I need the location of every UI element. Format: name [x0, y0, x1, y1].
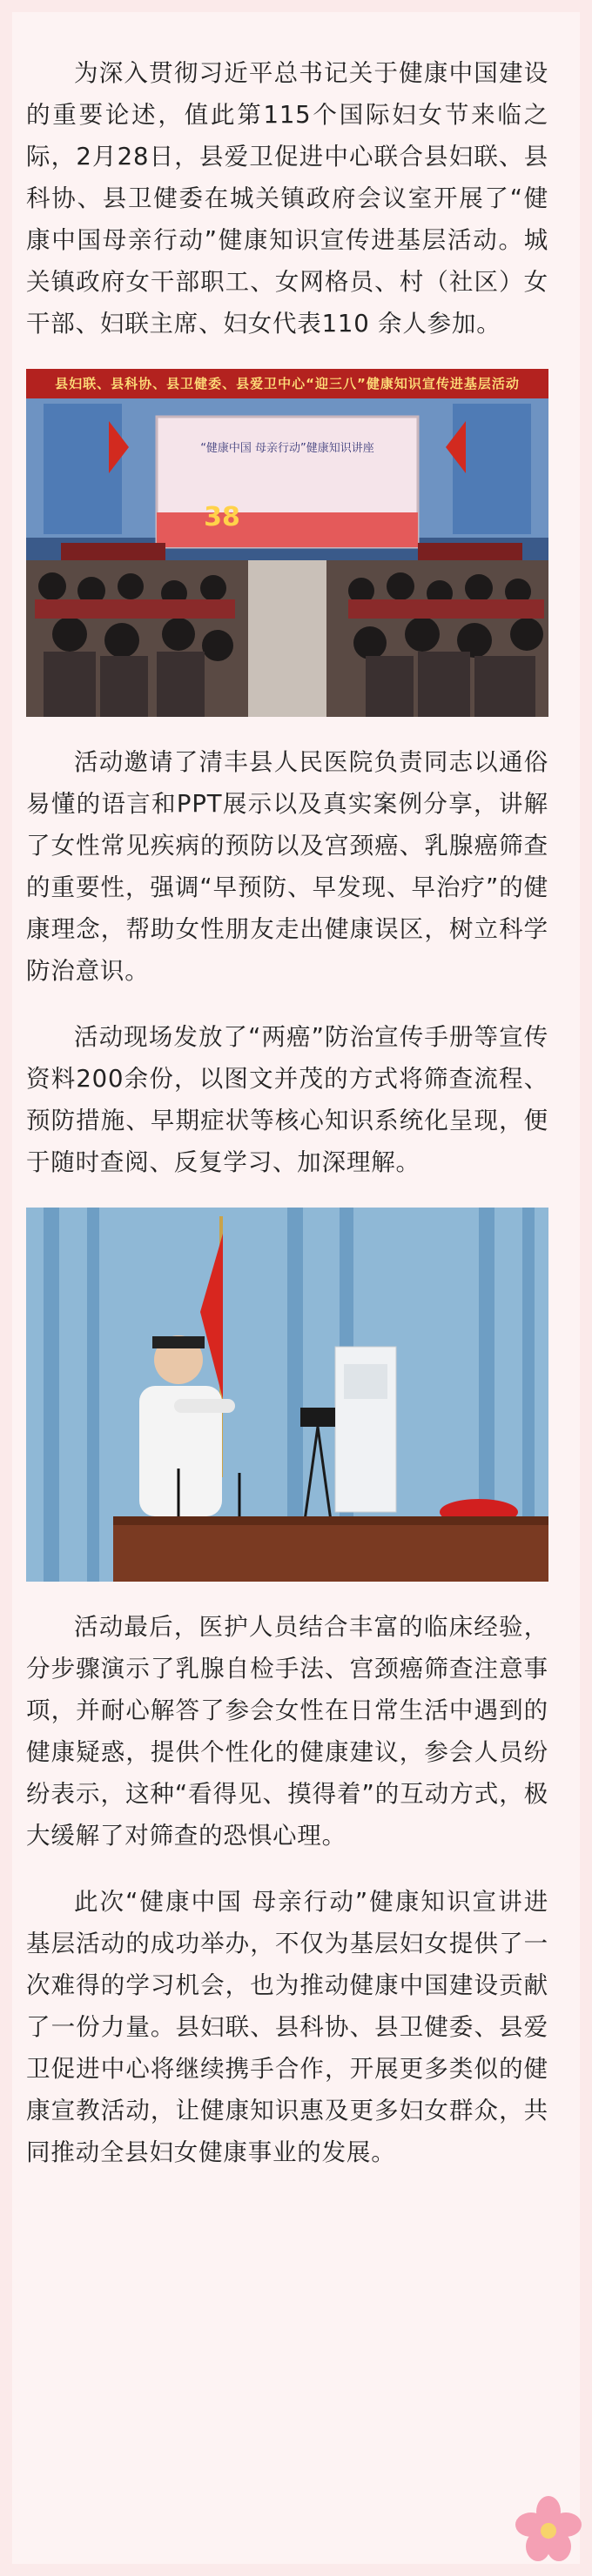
- paragraph-lecture: 活动邀请了清丰县人民医院负责同志以通俗易懂的语言和PPT展示以及真实案例分享，讲解了女性常见疾病的预防以及宫颈癌、乳腺癌筛查的重要性，强调“早预防、早发现、早治疗”的健康理念，帮助女性朋友走出健康误区，树立科学防治意识。: [26, 748, 548, 985]
- paragraph-materials: 活动现场发放了“两癌”防治宣传手册等宣传资料200余份，以图文并茂的方式将筛查流程、预防措施、早期症状等核心知识系统化呈现，便于随时查阅、反复学习、加深理解。: [26, 1023, 548, 1176]
- lecture-hall-photo: [26, 369, 548, 717]
- event-banner: 县妇联、县科协、县卫健委、县爱卫中心“迎三八”健康知识宣传进基层活动: [26, 369, 548, 398]
- lecture-hall-illustration: [26, 369, 548, 717]
- screen-number: 38: [204, 502, 240, 532]
- screen-title: “健康中国 母亲行动”健康知识讲座: [200, 442, 374, 455]
- speaker-illustration: [26, 1208, 548, 1582]
- paragraph-demonstration: 活动最后，医护人员结合丰富的临床经验，分步骤演示了乳腺自检手法、宫颈癌筛查注意事项，并耐心解答了参会女性在日常生活中遇到的健康疑惑，提供个性化的健康建议，参会人员纷纷表示，这种“看得见、摸得着”的互动方式，极大缓解了对筛查的恐惧心理。: [26, 1613, 548, 1850]
- article-content: [26, 52, 548, 2198]
- paragraph-conclusion: 此次“健康中国 母亲行动”健康知识宣讲进基层活动的成功举办，不仅为基层妇女提供了一次难得的学习机会，也为推动健康中国建设贡献了一份力量。县妇联、县科协、县卫健委、县爱卫促进中心将继续携手合作，开展更多类似的健康宣教活动，让健康知识惠及更多妇女群众，共同推动全县妇女健康事业的发展。: [26, 1888, 548, 2166]
- paragraph-intro: 为深入贯彻习近平总书记关于健康中国建设的重要论述，值此第115个国际妇女节来临之际，2月28日，县爱卫促进中心联合县妇联、县科协、县卫健委在城关镇政府会议室开展了“健康中国母亲行动”健康知识宣传进基层活动。城关镇政府女干部职工、女网格员、村（社区）女干部、妇联主席、妇女代表110 余人参加。: [26, 59, 548, 338]
- speaker-photo: [26, 1208, 548, 1582]
- flower-icon: [514, 2494, 583, 2564]
